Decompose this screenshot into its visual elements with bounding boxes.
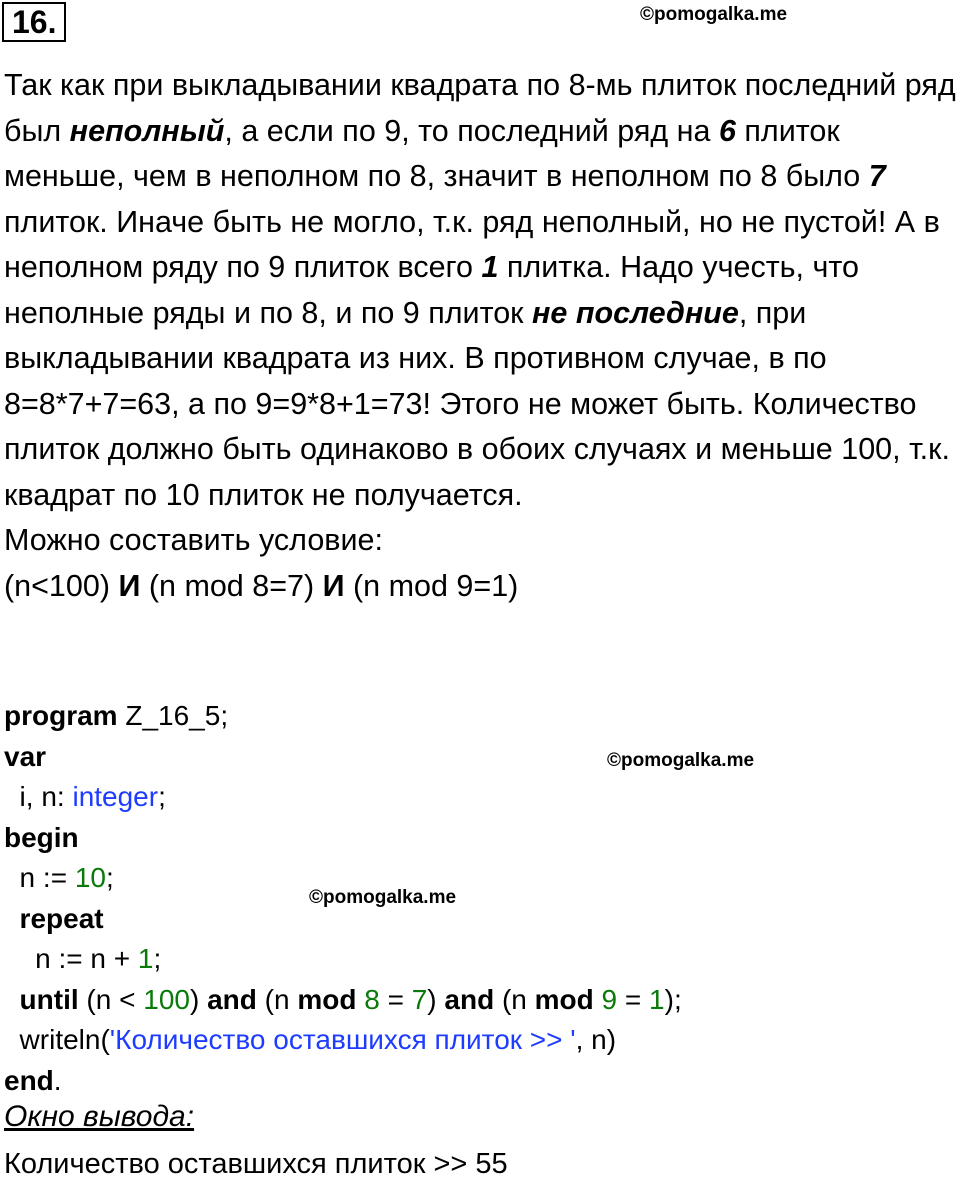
code-listing: program Z_16_5; var i, n: integer; begin n := 10; repeat n := n + 1; until (n < 100) and (n mod 8 = 7) and (n mod 9 = 1); writeln('Количество оставшихся плиток >> ', n) end. (4, 700, 682, 1096)
explanation-text: Так как при выкладывании квадрата по 8-мь плиток последний ряд был неполный, а если по 9, то последний ряд на 6 плиток меньше, чем в неполном по 8, значит в неполном по 8 было 7 плиток. Иначе быть не могло, т.к. ряд неполный, но не пустой! А в неполном ряду по 9 плиток всего 1 плитка. Надо учесть, что неполные ряды и по 8, и по 9 плиток не последние, при выкладывании квадрата из них. В противном случае, в по 8=8*7+7=63, а по 9=9*8+1=73! Этого не может быть. Количество плиток должно быть одинаково в обоих случаях и меньше 100, т.к. квадрат по 10 плиток не получается. Можно составить условие: (n<100) И (n mod 8=7) И (n mod 9=1) (4, 68, 956, 603)
task-number: 16. (2, 2, 66, 42)
condition-intro: Можно составить условие: (4, 523, 383, 557)
condition: (n<100) И (n mod 8=7) И (n mod 9=1) (4, 568, 519, 603)
watermark-top: ©pomogalka.me (640, 4, 788, 25)
watermark-lower: ©pomogalka.me (309, 887, 457, 908)
output-text: Количество оставшихся плиток >> 55 (4, 1148, 508, 1180)
output-title: Окно вывода: (4, 1100, 195, 1133)
watermark-middle: ©pomogalka.me (607, 750, 755, 771)
